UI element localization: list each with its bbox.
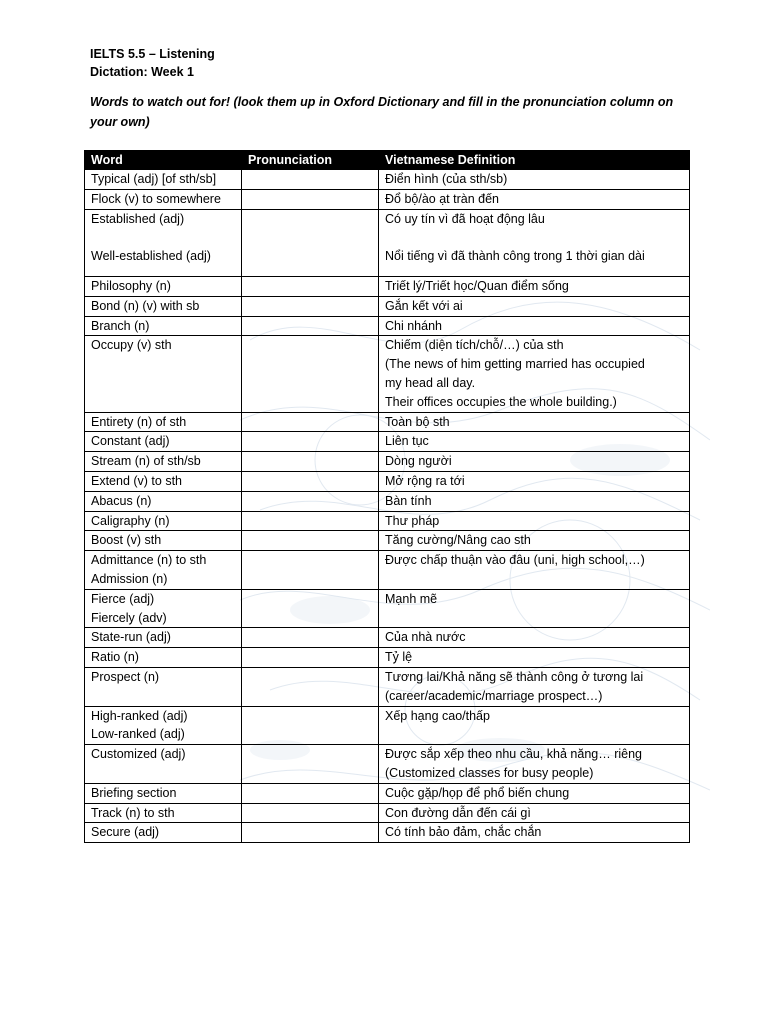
definition-cell (379, 209, 690, 276)
table-row (85, 511, 690, 531)
word-cell-line: Track (n) to sth (91, 805, 175, 820)
word-cell (85, 296, 242, 316)
definition-cell-line: Con đường dẫn đến cái gì (385, 805, 531, 820)
pronunciation-cell[interactable] (242, 745, 379, 784)
definition-cell-line: Chi nhánh (385, 318, 442, 333)
table-row (85, 551, 690, 590)
pronunciation-cell[interactable] (242, 551, 379, 590)
table-row (85, 783, 690, 803)
word-cell-line: Typical (adj) [of sth/sb] (91, 172, 217, 186)
cell-spacer (385, 266, 683, 276)
table-row (85, 412, 690, 432)
definition-cell-line: Mở rộng ra tới (385, 473, 465, 488)
table-row (85, 316, 690, 336)
column-header-definition: Vietnamese Definition (379, 151, 690, 170)
pronunciation-cell[interactable] (242, 803, 379, 823)
document-header (90, 45, 215, 81)
word-cell-line: Constant (adj) (91, 434, 170, 449)
table-row (85, 170, 690, 190)
pronunciation-cell[interactable] (242, 471, 379, 491)
definition-cell-line (385, 228, 683, 247)
word-cell (85, 531, 242, 551)
word-cell-line: Admittance (n) to sth (91, 553, 207, 568)
definition-cell (379, 412, 690, 432)
definition-cell-line: Của nhà nước (385, 630, 466, 645)
table-body (85, 170, 690, 843)
word-cell (85, 452, 242, 472)
definition-cell (379, 628, 690, 648)
definition-cell (379, 491, 690, 511)
cell-spacer (91, 266, 235, 276)
definition-cell (379, 296, 690, 316)
pronunciation-cell[interactable] (242, 209, 379, 276)
dictation-week: Dictation: Week 1 (90, 65, 194, 79)
word-cell-line: Caligraphy (n) (91, 513, 170, 528)
table-header-row (85, 151, 690, 170)
pronunciation-cell[interactable] (242, 432, 379, 452)
pronunciation-cell[interactable] (242, 589, 379, 628)
definition-cell-line: Tương lai/Khả năng sẽ thành công ở tương lai (385, 669, 644, 684)
word-cell (85, 823, 242, 843)
pronunciation-cell[interactable] (242, 452, 379, 472)
definition-cell-line: Được sắp xếp theo nhu cầu, khả năng… riêng (385, 747, 643, 762)
definition-cell-line: Bàn tính (385, 493, 432, 508)
word-cell (85, 491, 242, 511)
table-row (85, 209, 690, 276)
definition-cell-line: Cuộc gặp/họp để phổ biến chung (385, 785, 570, 800)
word-cell-line: Branch (n) (91, 318, 150, 333)
definition-cell-line: Triết lý/Triết học/Quan điểm sống (385, 278, 569, 293)
word-cell-line: Secure (adj) (91, 825, 160, 840)
definition-cell (379, 471, 690, 491)
table-row (85, 589, 690, 628)
definition-cell (379, 667, 690, 706)
word-cell-line: Stream (n) of sth/sb (91, 454, 201, 469)
definition-cell (379, 511, 690, 531)
pronunciation-cell[interactable] (242, 491, 379, 511)
word-cell (85, 667, 242, 706)
word-cell (85, 511, 242, 531)
word-cell-line: Entirety (n) of sth (91, 414, 187, 429)
word-cell-line: Briefing section (91, 785, 177, 800)
definition-cell-line: Có tính bảo đảm, chắc chắn (385, 825, 542, 840)
word-cell (85, 209, 242, 276)
pronunciation-cell[interactable] (242, 667, 379, 706)
definition-cell-line: Thư pháp (385, 513, 440, 528)
definition-cell (379, 648, 690, 668)
column-header-word: Word (85, 151, 242, 170)
word-cell (85, 706, 242, 745)
instructions: Words to watch out for! (look them up in Oxford Dictionary and fill in the pronunciation column on your own) (90, 95, 674, 129)
table-row (85, 628, 690, 648)
word-cell-line: Bond (n) (v) with sb (91, 298, 200, 313)
pronunciation-cell[interactable] (242, 336, 379, 412)
definition-cell (379, 803, 690, 823)
pronunciation-cell[interactable] (242, 783, 379, 803)
table-row (85, 452, 690, 472)
word-cell (85, 628, 242, 648)
word-cell-line: Boost (v) sth (91, 533, 162, 548)
definition-cell-line: my head all day. (385, 375, 476, 390)
word-cell (85, 336, 242, 412)
definition-cell-line: Toàn bộ sth (385, 414, 450, 429)
word-cell-line: Established (adj) (91, 211, 185, 226)
definition-cell-line: (The news of him getting married has occupied (385, 357, 645, 372)
definition-cell (379, 823, 690, 843)
pronunciation-cell[interactable] (242, 706, 379, 745)
word-cell (85, 648, 242, 668)
word-cell (85, 432, 242, 452)
definition-cell (379, 531, 690, 551)
definition-cell-line: Gắn kết với ai (385, 298, 463, 313)
pronunciation-cell[interactable] (242, 412, 379, 432)
table-row (85, 823, 690, 843)
table-row (85, 667, 690, 706)
word-cell-line: Fierce (adj) (91, 591, 155, 606)
table-row (85, 803, 690, 823)
word-cell (85, 471, 242, 491)
table-row (85, 336, 690, 412)
definition-cell-line: Their offices occupies the whole building.) (385, 394, 617, 409)
definition-cell-line: Nổi tiếng vì đã thành công trong 1 thời gian dài (385, 249, 645, 264)
definition-cell (379, 706, 690, 745)
pronunciation-cell[interactable] (242, 276, 379, 296)
definition-cell (379, 336, 690, 412)
word-cell (85, 189, 242, 209)
pronunciation-cell[interactable] (242, 170, 379, 190)
pronunciation-cell[interactable] (242, 823, 379, 843)
definition-cell (379, 316, 690, 336)
table-row (85, 706, 690, 745)
table-row (85, 189, 690, 209)
word-cell (85, 170, 242, 190)
definition-cell-line: Dòng người (385, 454, 452, 469)
definition-cell-line: Được chấp thuận vào đâu (uni, high school,…) (385, 553, 645, 568)
definition-cell-line: Liên tục (385, 434, 429, 449)
definition-cell-line: (Customized classes for busy people) (385, 765, 594, 780)
word-cell (85, 803, 242, 823)
word-cell (85, 783, 242, 803)
definition-cell (379, 432, 690, 452)
pronunciation-cell[interactable] (242, 316, 379, 336)
table-row (85, 491, 690, 511)
definition-cell (379, 745, 690, 784)
table-row (85, 471, 690, 491)
word-cell (85, 745, 242, 784)
definition-cell-line: Mạnh mẽ (385, 591, 438, 606)
definition-cell (379, 551, 690, 590)
table-row (85, 531, 690, 551)
word-cell (85, 276, 242, 296)
pronunciation-cell[interactable] (242, 296, 379, 316)
word-cell-line: Philosophy (n) (91, 278, 171, 293)
definition-cell-line: (career/academic/marriage prospect…) (385, 688, 603, 703)
word-cell-line: Flock (v) to somewhere (91, 191, 221, 206)
definition-cell-line: Chiếm (diện tích/chỗ/…) của sth (385, 338, 564, 353)
word-cell-line: Well-established (adj) (91, 249, 211, 264)
word-cell-line (91, 228, 235, 247)
pronunciation-cell[interactable] (242, 531, 379, 551)
word-cell-line: Admission (n) (91, 571, 168, 586)
table-row (85, 745, 690, 784)
definition-cell-line: Có uy tín vì đã hoạt động lâu (385, 211, 545, 226)
definition-cell (379, 589, 690, 628)
word-cell-line: State-run (adj) (91, 630, 171, 645)
word-cell-line: Ratio (n) (91, 650, 139, 665)
pronunciation-cell[interactable] (242, 511, 379, 531)
definition-cell-line: Đổ bộ/ào ạt tràn đến (385, 191, 499, 206)
definition-cell (379, 189, 690, 209)
definition-cell-line: Xếp hạng cao/thấp (385, 708, 490, 723)
definition-cell-line: Điển hình (của sth/sb) (385, 172, 508, 186)
word-cell-line: Fiercely (adv) (91, 610, 167, 625)
word-cell-line: Customized (adj) (91, 747, 186, 762)
column-header-pronunciation: Pronunciation (242, 151, 379, 170)
definition-cell (379, 276, 690, 296)
vocabulary-table (84, 150, 690, 843)
word-cell (85, 551, 242, 590)
table-row (85, 296, 690, 316)
pronunciation-cell[interactable] (242, 628, 379, 648)
table-row (85, 276, 690, 296)
word-cell-line: Occupy (v) sth (91, 338, 172, 353)
definition-cell (379, 170, 690, 190)
word-cell-line: High-ranked (adj) (91, 708, 188, 723)
table-row (85, 432, 690, 452)
pronunciation-cell[interactable] (242, 189, 379, 209)
word-cell-line: Extend (v) to sth (91, 473, 183, 488)
word-cell (85, 412, 242, 432)
table-row (85, 648, 690, 668)
definition-cell (379, 452, 690, 472)
definition-cell-line: Tăng cường/Nâng cao sth (385, 533, 531, 548)
word-cell (85, 316, 242, 336)
course-title: IELTS 5.5 – Listening (90, 47, 215, 61)
pronunciation-cell[interactable] (242, 648, 379, 668)
word-cell (85, 589, 242, 628)
definition-cell-line: Tỷ lệ (385, 650, 413, 665)
word-cell-line: Abacus (n) (91, 493, 152, 508)
definition-cell (379, 783, 690, 803)
word-cell-line: Prospect (n) (91, 669, 160, 684)
word-cell-line: Low-ranked (adj) (91, 727, 185, 742)
